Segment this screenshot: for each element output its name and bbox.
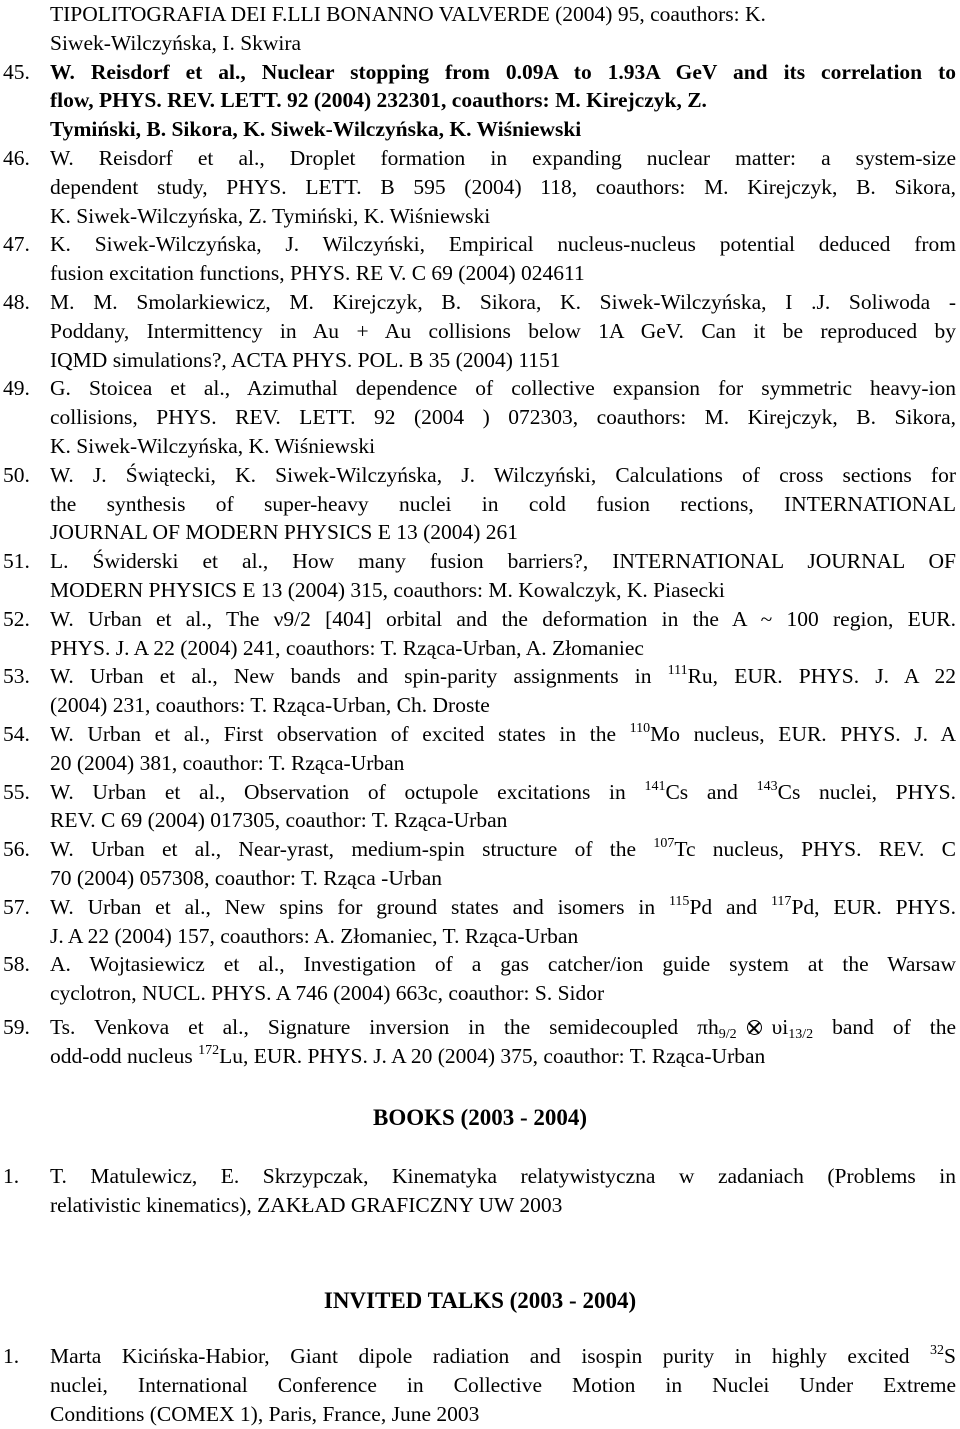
entry-number: 1. xyxy=(3,1344,20,1368)
entry-line: the synthesis of super-heavy nuclei in cold fusion rections, INTERNATIONAL xyxy=(50,491,956,516)
entry-line: flow, PHYS. REV. LETT. 92 (2004) 232301, coauthors: M. Kirejczyk, Z. xyxy=(50,88,707,113)
entry-line: K. Siwek-Wilczyńska, J. Wilczyński, Empirical nucleus-nucleus potential deduced from xyxy=(50,232,956,257)
entry-line: W. Urban et al., Near-yrast, medium-spin structure of the $^{107}$Tc nucleus, PHYS. REV. C xyxy=(50,836,956,862)
entry-number: 59. xyxy=(3,1015,30,1039)
entry-number: 45. xyxy=(3,59,30,84)
entry-line: IQMD simulations?, ACTA PHYS. POL. B 35 (2004) 1151 xyxy=(50,347,561,372)
entry-number: 54. xyxy=(3,722,30,746)
circled-times-icon xyxy=(747,1020,762,1035)
entry-number: 52. xyxy=(3,606,30,631)
entry-line: W. Urban et al., New spins for ground states and isomers in $^{115}$Pd and $^{117}$Pd, EUR. PHYS. xyxy=(50,893,956,919)
entry-line: dependent study, PHYS. LETT. B 595 (2004) 118, coauthors: M. Kirejczyk, B. Sikora, xyxy=(50,174,956,199)
entry-line: W. Urban et al., New bands and spin-parity assignments in $^{111}$Ru, EUR. PHYS. J. A 22 xyxy=(50,663,956,689)
entry-number: 48. xyxy=(3,290,30,314)
entry-line: collisions, PHYS. REV. LETT. 92 (2004 ) 072303, coauthors: M. Kirejczyk, B. Sikora, xyxy=(50,405,956,430)
entry-number: 46. xyxy=(3,146,30,170)
entry-line: W. Urban et al., First observation of excited states in the $^{110}$Mo nucleus, EUR. PHYS. J. A xyxy=(50,721,956,746)
entry-line: Marta Kicińska-Habior, Giant dipole radiation and isospin purity in highly excited $^{32}$S xyxy=(50,1343,956,1368)
entry-line: JOURNAL OF MODERN PHYSICS E 13 (2004) 261 xyxy=(50,520,519,545)
entry-line: T. Matulewicz, E. Skrzypczak, Kinematyka relatywistyczna w zadaniach (Problems in xyxy=(50,1164,956,1188)
entry-line: TIPOLITOGRAFIA DEI F.LLI BONANNO VALVERDE (2004) 95, coauthors: K. xyxy=(50,2,766,26)
books-heading: BOOKS (2003 - 2004) xyxy=(372,1105,588,1130)
entry-number: 55. xyxy=(3,779,30,804)
entry-line: cyclotron, NUCL. PHYS. A 746 (2004) 663c, coauthor: S. Sidor xyxy=(50,981,605,1006)
entry-line: Siwek-Wilczyńska, I. Skwira xyxy=(50,30,302,55)
entry-number: 58. xyxy=(3,952,30,977)
entry-number: 50. xyxy=(3,462,30,487)
entry-line: (2004) 231, coauthors: T. Rząca-Urban, Ch. Droste xyxy=(50,693,490,718)
entry-line: nuclei, International Conference in Collective Motion in Nuclei Under Extreme xyxy=(50,1372,956,1397)
entry-line: M. M. Smolarkiewicz, M. Kirejczyk, B. Sikora, K. Siwek-Wilczyńska, I .J. Soliwoda - xyxy=(50,290,956,314)
entry-number: 53. xyxy=(3,664,30,689)
entry-line: J. A 22 (2004) 157, coauthors: A. Złomaniec, T. Rząca-Urban xyxy=(50,923,579,948)
entry-line: W. Reisdorf et al., Droplet formation in expanding nuclear matter: a system-size xyxy=(50,146,956,170)
entry-line: G. Stoicea et al., Azimuthal dependence of collective expansion for symmetric heavy-ion xyxy=(50,376,956,401)
entry-line: K. Siwek-Wilczyńska, K. Wiśniewski xyxy=(50,434,376,458)
entry-line: MODERN PHYSICS E 13 (2004) 315, coauthors: M. Kowalczyk, K. Piasecki xyxy=(50,578,725,602)
entry-line: Poddany, Intermittency in Au + Au collisions below 1A GeV. Can it be reproduced by xyxy=(50,318,956,343)
entry-line: K. Siwek-Wilczyńska, Z. Tymiński, K. Wiśniewski xyxy=(50,203,491,228)
entry-number: 47. xyxy=(3,232,30,257)
entry-line: W. Reisdorf et al., Nuclear stopping from 0.09A to 1.93A GeV and its correlation to xyxy=(50,59,956,84)
entry-line: Tymiński, B. Sikora, K. Siwek-Wilczyńska, K. Wiśniewski xyxy=(50,117,582,142)
entry-line: W. J. Świątecki, K. Siwek-Wilczyńska, J. Wilczyński, Calculations of cross sections for xyxy=(50,462,956,487)
entry-number: 1. xyxy=(3,1164,20,1188)
entry-line: 70 (2004) 057308, coauthor: T. Rząca -Urban xyxy=(50,866,443,890)
entry-line: L. Świderski et al., How many fusion barriers?, INTERNATIONAL JOURNAL OF xyxy=(50,549,956,574)
entry-line: Conditions (COMEX 1), Paris, France, June 2003 xyxy=(50,1401,480,1426)
entry-line: 20 (2004) 381, coauthor: T. Rząca-Urban xyxy=(50,750,405,775)
entry-line: PHYS. J. A 22 (2004) 241, coauthors: T. Rząca-Urban, A. Złomaniec xyxy=(50,635,644,660)
entry-line: REV. C 69 (2004) 017305, coauthor: T. Rząca-Urban xyxy=(50,808,508,833)
entry-line: W. Urban et al., Observation of octupole excitations in $^{141}$Cs and $^{143}$Cs nuclei, PHYS. xyxy=(50,778,956,804)
entry-line: A. Wojtasiewicz et al., Investigation of a gas catcher/ion guide system at the Warsaw xyxy=(50,952,957,977)
entry-line: W. Urban et al., The ν9/2 [404] orbital and the deformation in the A ~ 100 region, EUR. xyxy=(50,606,956,631)
entry-number: 57. xyxy=(3,894,30,919)
entry-line: relativistic kinematics), ZAKŁAD GRAFICZNY UW 2003 xyxy=(50,1192,563,1217)
invited-talks-heading: INVITED TALKS (2003 - 2004) xyxy=(323,1288,637,1313)
entry-line: odd-odd nucleus $^{172}$Lu, EUR. PHYS. J. A 20 (2004) 375, coauthor: T. Rząca-Urban xyxy=(50,1042,766,1068)
entry-number: 51. xyxy=(3,549,30,574)
entry-number: 56. xyxy=(3,837,30,862)
entry-number: 49. xyxy=(3,376,30,401)
entry-line: fusion excitation functions, PHYS. RE V. C 69 (2004) 024611 xyxy=(50,261,585,286)
entry-line: Ts. Venkova et al., Signature inversion in the semidecoupled $\pi h_{9/2}$ $\upsilon i_{13/2}$ band of the xyxy=(50,1015,957,1042)
